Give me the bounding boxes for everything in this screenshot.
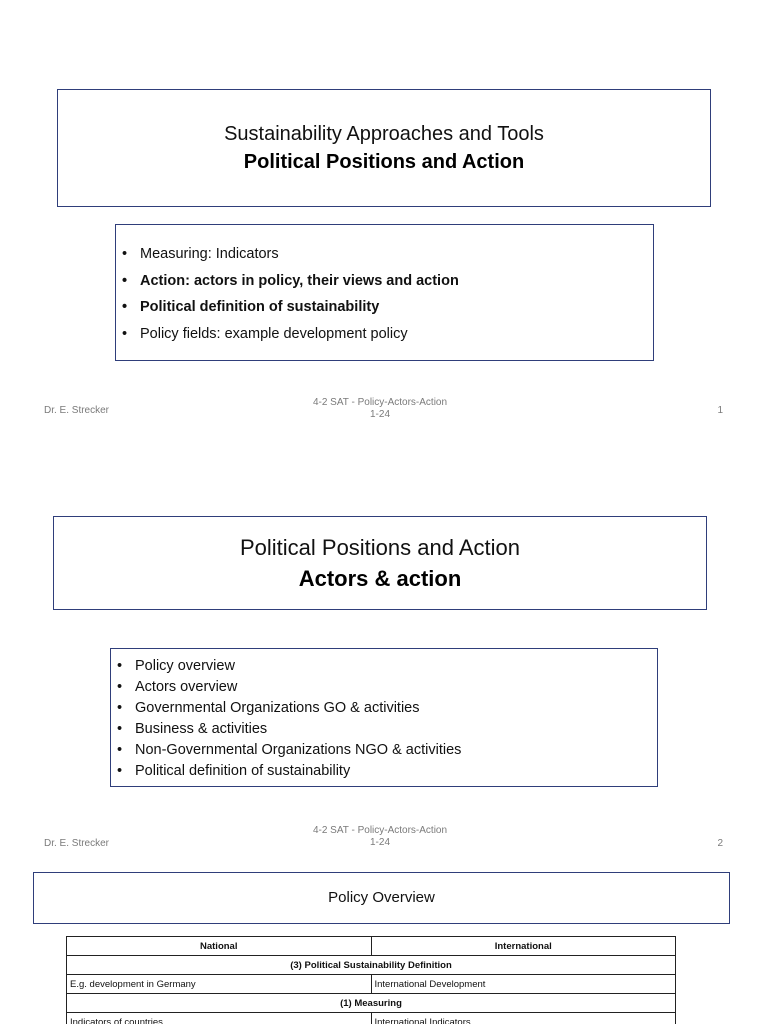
table-row — [67, 1013, 676, 1024]
bullet-item: • Political definition of sustainability — [117, 761, 657, 782]
bullet-item: • Political definition of sustainability — [122, 294, 653, 321]
footer-course — [230, 397, 530, 421]
table-cell: Indicators of countries — [67, 1013, 372, 1024]
page-number: 1 — [717, 405, 723, 416]
slide-2-bullet-box — [110, 648, 658, 787]
table-cell: International Indicators — [371, 1013, 676, 1024]
bullet-item: • Measuring: Indicators — [122, 241, 653, 268]
table-cell: International Development — [371, 975, 676, 994]
slide-2-title: Political Positions and Action — [239, 535, 521, 560]
slide-3-title: Policy Overview — [328, 889, 435, 906]
table-row — [67, 975, 676, 994]
footer-course-range: 1-24 — [369, 409, 390, 420]
footer-author: Dr. E. Strecker — [44, 838, 110, 849]
bullet-item: • Action: actors in policy, their views and action — [122, 268, 653, 295]
table-header-national: National — [67, 937, 372, 956]
bullet-item: • Policy overview — [117, 656, 657, 677]
footer-course-title: 4-2 SAT - Policy-Actors-Action — [312, 397, 448, 408]
bullet-item: • Governmental Organizations GO & activities — [117, 698, 657, 719]
table-header-international: International — [371, 937, 676, 956]
table-section-row — [67, 994, 676, 1013]
slide-3-title-box — [33, 872, 730, 924]
policy-overview-table — [66, 936, 676, 1024]
slide-1-subtitle: Political Positions and Action — [243, 151, 525, 173]
bullet-item: • Business & activities — [117, 719, 657, 740]
footer-course-range: 1-24 — [369, 837, 390, 848]
footer-author: Dr. E. Strecker — [44, 405, 110, 416]
table-section-row — [67, 956, 676, 975]
bullet-item: • Actors overview — [117, 677, 657, 698]
slide-1-bullet-list — [122, 241, 653, 347]
footer-course — [230, 825, 530, 849]
table-section-label: (1) Measuring — [67, 994, 676, 1013]
slide-1-title: Sustainability Approaches and Tools — [224, 123, 544, 145]
footer-course-title: 4-2 SAT - Policy-Actors-Action — [312, 825, 448, 836]
slide-2-subtitle: Actors & action — [298, 566, 462, 591]
page-number: 2 — [717, 838, 723, 849]
table-section-label: (3) Political Sustainability Definition — [67, 956, 676, 975]
bullet-item: • Policy fields: example development policy — [122, 321, 653, 348]
slide-1-bullet-box — [115, 224, 654, 361]
table-cell: E.g. development in Germany — [67, 975, 372, 994]
slide-2-title-box — [53, 516, 707, 610]
slide-2-bullet-list — [117, 656, 657, 782]
slide-1-title-box — [57, 89, 711, 207]
bullet-item: • Non-Governmental Organizations NGO & activities — [117, 740, 657, 761]
table-header-row — [67, 937, 676, 956]
